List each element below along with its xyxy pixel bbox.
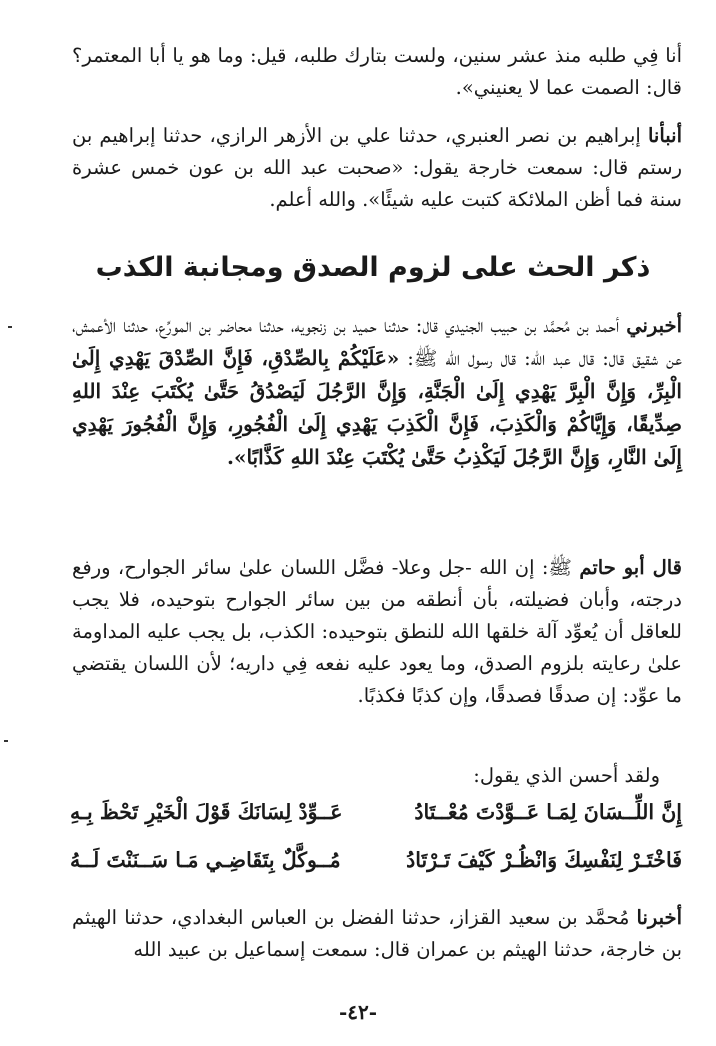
page-number: -٤٢- [338,1000,378,1024]
paragraph-2-text: إبراهيم بن نصر العنبري، حدثنا علي بن الأزهر الرازي، حدثنا إبراهيم بن رستم قال: سمعت خارجة يقول: «صحبت عبد الله بن عون خمس عشرة سنة فما أظن الملائكة كتبت عليه شيئًا». والله أعلم. [72,124,682,211]
final-paragraph [72,902,682,966]
section-heading: ذكر الحث على لزوم الصدق ومجانبة الكذب [95,252,651,283]
final-text: مُحمَّد بن سعيد القزاز، حدثنا الفضل بن العباس البغدادي، حدثنا الهيثم بن خارجة، حدثنا الهيثم بن عمران قال: سمعت إسماعيل بن عبيد الله [72,906,682,961]
paragraph-1-text: أنا فِي طلبه منذ عشر سنين، ولست بتارك طلبه، قيل: وما هو يا أبا المعتمر؟ قال: الصمت عما لا يعنيني». [72,44,682,99]
verse-2-hemistich-first: فَاخْتَـرْ لِنَفْسِكَ وَانْظُـرْ كَيْفَ تَـرْتَادُ [406,848,682,872]
hadith-matn: «عَلَيْكُمْ بِالصِّدْقِ، فَإِنَّ الصِّدْقَ يَهْدِي إِلَىٰ الْبِرِّ، وَإِنَّ الْبِرَّ يَهْدِي إِلَىٰ الْجَنَّةِ، وَإِنَّ الرَّجُلَ لَيَصْدُقُ حَتَّىٰ يُكْتَبَ عِنْدَ اللهِ صِدِّيقًا، وَإِيَّاكُمْ وَالْكَذِبَ، فَإِنَّ الْكَذِبَ يَهْدِي إِلَىٰ الْفُجُورِ، وَإِنَّ الْفُجُورَ يَهْدِي إِلَىٰ النَّارِ، وَإِنَّ الرَّجُلَ لَيَكْذِبُ حَتَّىٰ يُكْتَبَ عِنْدَ اللهِ كَذَّابًا». [72,346,682,469]
paragraph-1 [72,40,682,104]
margin-mark-2 [4,740,8,742]
commentary-lead: قال أبو حاتم [579,556,682,579]
hadith-paragraph [72,310,682,474]
hadith-lead: أخبرني [626,314,682,337]
margin-mark-1 [8,326,12,328]
verse-1-hemistich-first: إِنَّ اللِّــسَانَ لِمَـا عَــوَّدْتَ مُعْــتَادُ [414,800,682,824]
final-lead: أخبرنا [636,906,682,929]
paragraph-2-lead: أنبأنا [647,124,682,147]
commentary-text: ﷺ: إن الله -جل وعلا- فضَّل اللسان علىٰ سائر الجوارح، ورفع درجته، وأبان فضيلته، بأن أنطقه من بين سائر الجوارح بتوحيده، فلا يجب للعاقل أن يُعوِّد آلة خلقها الله للنطق بتوحيده: الكذب، بل يجب عليه المداومة علىٰ رعايته بلزوم الصدق، وما يعود عليه نفعه فِي داريه؛ لأن اللسان يقتضي ما عوِّد: إن صدقًا فصدقًا، وإن كذبًا فكذبًا. [72,556,682,707]
verse-2-hemistich-second: مُــوكَّلٌ بِتَقَاضِـي مَـا سَــنَنْتَ لَــهُ [70,848,341,872]
verse-line-2 [70,848,682,888]
paragraph-2 [72,120,682,216]
verse-1-hemistich-second: عَــوِّدْ لِسَانَكَ قَوْلَ الْخَيْرِ تَحْظَ بِـهِ [70,800,343,824]
poem-intro: ولقد أحسن الذي يقول: [473,764,660,787]
commentary-paragraph [72,552,682,712]
hadith-isnad: أحمد بن مُحمَّد بن حبيب الجنيدي قال: حدثنا حميد بن زنجويه، حدثنا محاضر بن المورِّع، حدثنا الأعمش، عن شقيق قال: قال عبد الله: قال رسول الله ﷺ: [72,314,682,370]
verse-line-1 [70,800,682,840]
